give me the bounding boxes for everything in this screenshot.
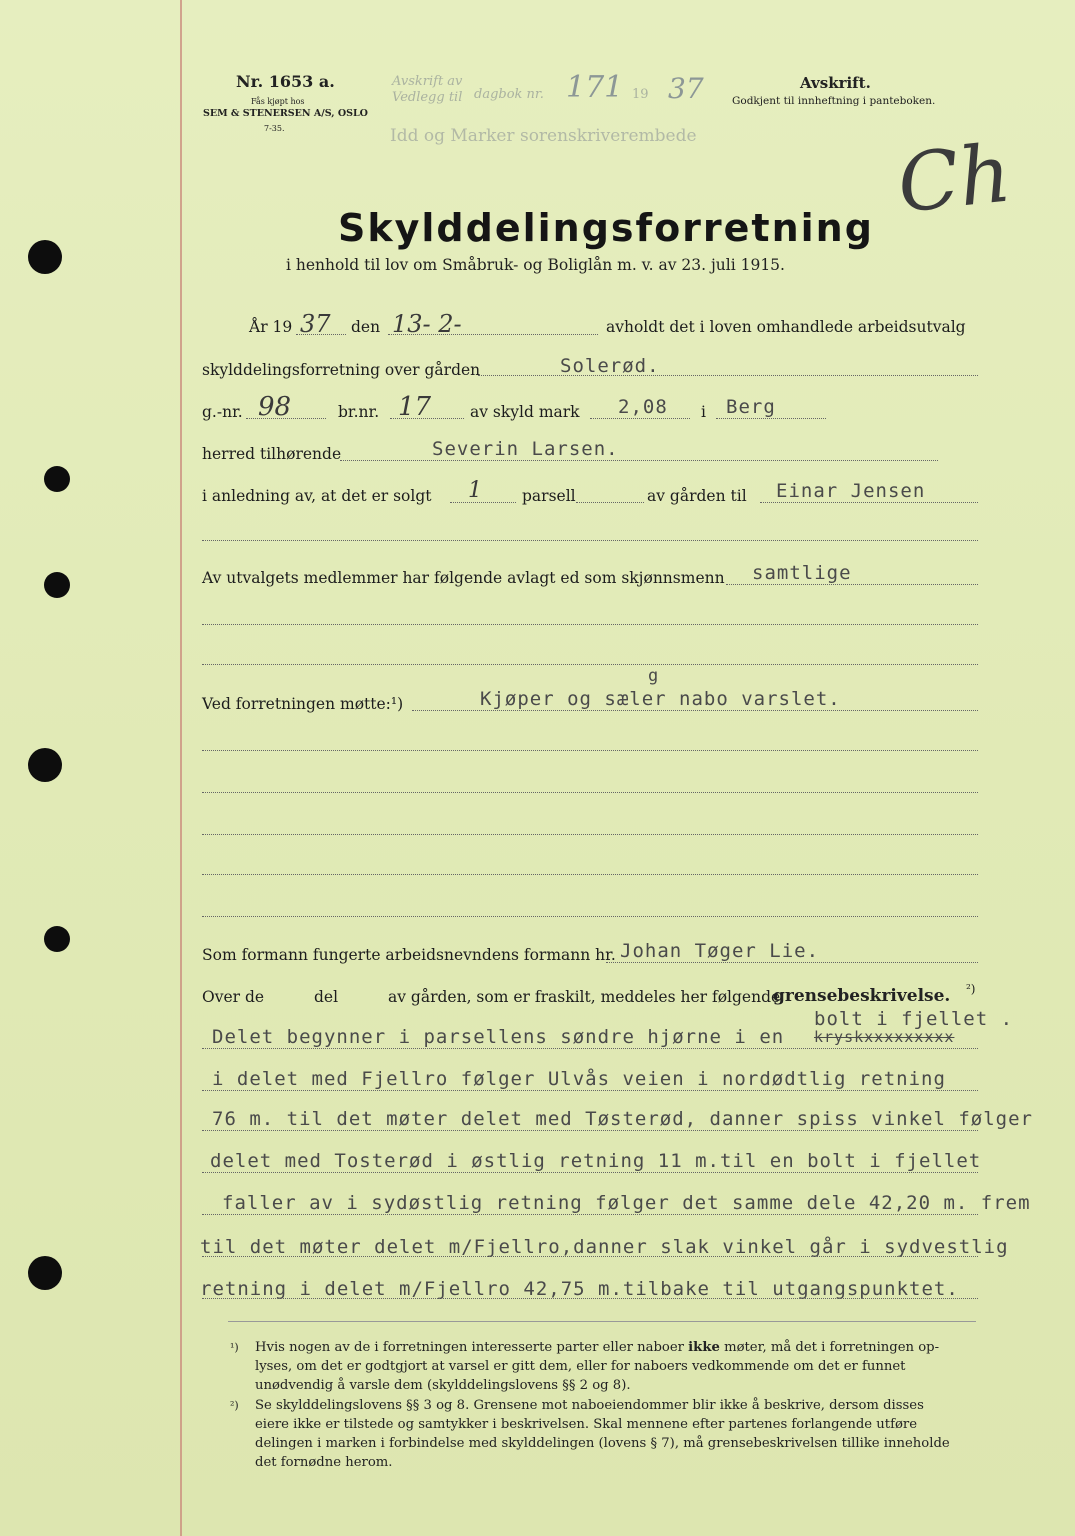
- dotted-line: [202, 750, 978, 751]
- dotted-line: [296, 334, 346, 335]
- printer-line: Fås kjøpt hos: [251, 97, 305, 106]
- binder-hole: [44, 572, 70, 598]
- anledning-label: i anledning av, at det er solgt: [202, 487, 432, 505]
- footnote-1-line: lyses, om det er godtgjort at varsel er gitt dem, eller for naboers vedkommende om det er funnet: [255, 1359, 906, 1374]
- avholdt-text: avholdt det i loven omhandlede arbeidsutvalg: [606, 318, 966, 336]
- dotted-line: [202, 834, 978, 835]
- description-line: delet med Tosterød i østlig retning 11 m.til en bolt i fjellet: [210, 1150, 982, 1172]
- stamp-office: Idd og Marker sorenskriverembede: [390, 126, 697, 146]
- dotted-line: [716, 418, 826, 419]
- footnote-1-line: unødvendig å varsle dem (skylddelingslovens §§ 2 og 8).: [255, 1378, 631, 1393]
- document-title: Skylddelingsforretning: [338, 206, 874, 250]
- bnr-label: br.nr.: [338, 403, 380, 421]
- binder-hole: [28, 240, 62, 274]
- mote-label: Ved forretningen møtte:¹): [202, 695, 404, 713]
- dotted-line: [246, 418, 326, 419]
- description-line: faller av i sydøstlig retning følger det samme dele 42,20 m. frem: [222, 1192, 1031, 1214]
- i-label: i: [701, 403, 706, 421]
- dagbok-number: 171: [566, 70, 624, 105]
- binder-hole: [28, 748, 62, 782]
- medlemmer-value: samtlige: [752, 562, 852, 584]
- dagbok-year: 37: [668, 72, 704, 105]
- dotted-line: [340, 460, 938, 461]
- dotted-line: [202, 1256, 978, 1257]
- description-line: i delet med Fjellro følger Ulvås veien i nordødtlig retning: [212, 1068, 946, 1090]
- footnote-1-text-b: møter, må det i forretningen op-: [724, 1340, 940, 1355]
- description-line: til det møter delet m/Fjellro,danner slak vinkel går i sydvestlig: [200, 1236, 1009, 1258]
- footnote-separator: [228, 1321, 976, 1322]
- dotted-line: [202, 916, 978, 917]
- footnote-1-mark: ¹): [230, 1341, 239, 1354]
- buyer-name: Einar Jensen: [776, 480, 926, 502]
- binder-hole: [44, 926, 70, 952]
- herred-label: herred tilhørende: [202, 445, 342, 463]
- dotted-line: [202, 1048, 978, 1049]
- footnote-2-mark: ²): [230, 1399, 239, 1412]
- bnr-value: 17: [398, 392, 432, 422]
- avskrift-title: Avskrift.: [800, 74, 871, 92]
- mote-correction: g: [648, 666, 660, 686]
- herred-value: Berg: [726, 396, 776, 418]
- stamp-vedlegg: Vedlegg til: [392, 90, 463, 105]
- margin-rule: [180, 0, 182, 1536]
- medlemmer-label: Av utvalgets medlemmer har følgende avlagt ed som skjønnsmenn: [202, 569, 725, 587]
- dotted-line: [202, 1298, 978, 1299]
- dotted-line: [202, 1130, 978, 1131]
- struck-text: kryskxxxxxxxxx: [814, 1028, 955, 1046]
- parsell-label: parsell: [522, 487, 576, 505]
- owner-name: Severin Larsen.: [432, 438, 619, 460]
- dotted-line: [202, 1172, 978, 1173]
- skyld-value: 2,08: [618, 396, 668, 418]
- footnote-1-ikke: ikke: [688, 1340, 720, 1355]
- over-garden-label: skylddelingsforretning over gården: [202, 361, 481, 379]
- document-subtitle: i henhold til lov om Småbruk- og Boliglån m. v. av 23. juli 1915.: [286, 256, 785, 274]
- parsell-count: 1: [468, 478, 482, 503]
- den-value: 13- 2-: [392, 310, 462, 338]
- grense-heading: grensebeskrivelse.: [773, 986, 951, 1006]
- stamp-year-prefix: 19: [632, 87, 649, 102]
- footnote-2-line: eiere ikke er tilstede og samtykker i beskrivelsen. Skal mennene efter partenes forlangende utføre: [255, 1417, 918, 1432]
- footnote-2-line: Se skylddelingslovens §§ 3 og 8. Grensene mot naboeiendommer blir ikke å beskrive, dersom disses: [255, 1398, 924, 1413]
- stamp-dagbok: dagbok nr.: [474, 87, 544, 102]
- printer-line: SEM & STENERSEN A/S, OSLO: [203, 108, 368, 119]
- av-garden-label: av gården til: [647, 487, 747, 505]
- dotted-line: [202, 624, 978, 625]
- aar-value: 37: [300, 310, 331, 338]
- description-line: retning i delet m/Fjellro 42,75 m.tilbake til utgangspunktet.: [200, 1278, 959, 1300]
- handwritten-initials: Ch: [893, 126, 1016, 231]
- insert-above-text: bolt i fjellet .: [814, 1008, 1014, 1030]
- description-line: 76 m. til det møter delet med Tøsterød, danner spiss vinkel følger: [212, 1108, 1033, 1130]
- over-de-label: Over de: [202, 988, 265, 1006]
- avskrift-subtitle: Godkjent til innheftning i panteboken.: [732, 95, 936, 107]
- dotted-line: [388, 334, 598, 335]
- binder-hole: [44, 466, 70, 492]
- dotted-line: [202, 792, 978, 793]
- dotted-line: [202, 874, 978, 875]
- footnote-1-line: [255, 1338, 939, 1358]
- aar-label: År 19: [249, 318, 293, 336]
- del-label: del: [314, 988, 339, 1006]
- dotted-line: [726, 584, 978, 585]
- description-line: Delet begynner i parsellens søndre hjørne i en: [212, 1026, 785, 1048]
- grense-footnote-mark: ²): [966, 982, 976, 996]
- formann-label: Som formann fungerte arbeidsnevndens formann hr.: [202, 946, 616, 964]
- dotted-line: [412, 710, 978, 711]
- den-label: den: [351, 318, 381, 336]
- printer-line: 7-35.: [264, 124, 285, 133]
- dotted-line: [450, 502, 516, 503]
- dotted-line: [760, 502, 978, 503]
- dotted-line: [590, 418, 690, 419]
- dotted-line: [576, 502, 644, 503]
- dotted-line: [202, 540, 978, 541]
- dotted-line: [202, 664, 978, 665]
- form-number: Nr. 1653 a.: [236, 72, 335, 91]
- skyld-label: av skyld mark: [470, 403, 580, 421]
- gard-name: Solerød.: [560, 355, 660, 377]
- formann-value: Johan Tøger Lie.: [620, 940, 820, 962]
- gnr-value: 98: [258, 392, 292, 422]
- dotted-line: [478, 375, 978, 376]
- binder-hole: [28, 1256, 62, 1290]
- footnote-2-line: det fornødne herom.: [255, 1455, 393, 1470]
- dotted-line: [390, 418, 464, 419]
- fraskilt-text: av gården, som er fraskilt, meddeles her følgende: [388, 988, 781, 1006]
- gnr-label: g.-nr.: [202, 403, 243, 421]
- dotted-line: [202, 1090, 978, 1091]
- footnote-2-line: delingen i marken i forbindelse med skylddelingen (lovens § 7), må grensebeskrivelsen tillike inneholde: [255, 1436, 950, 1451]
- footnote-1-text-a: Hvis nogen av de i forretningen interesserte parter eller naboer: [255, 1340, 684, 1355]
- dotted-line: [606, 962, 978, 963]
- stamp-avskrift-av: Avskrift av: [392, 74, 463, 89]
- dotted-line: [202, 1214, 978, 1215]
- mote-value: Kjøper og sæler nabo varslet.: [480, 688, 841, 710]
